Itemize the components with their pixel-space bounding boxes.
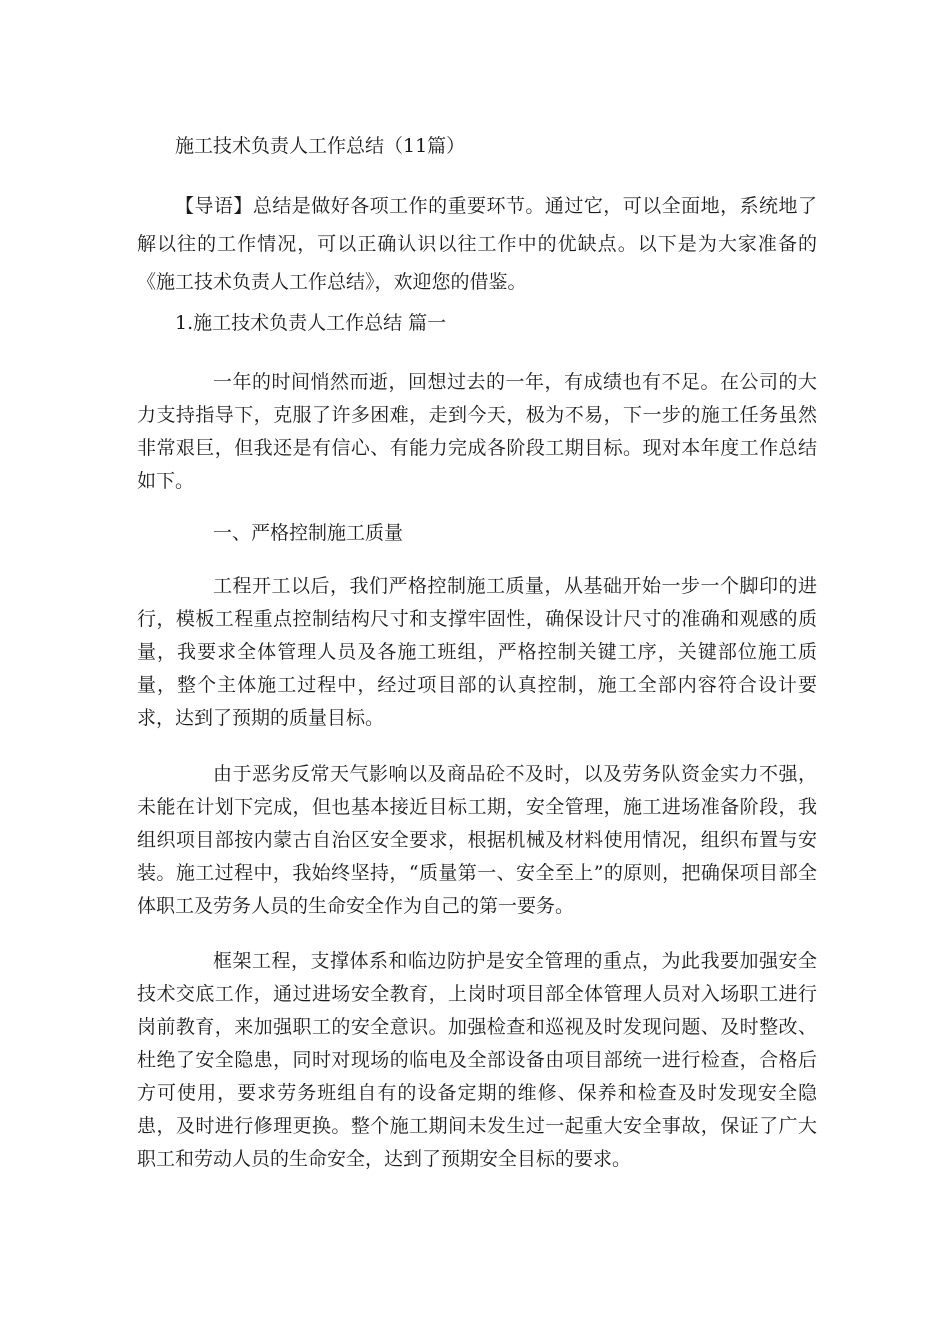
subheading-quality-control: 一、严格控制施工质量 [213, 522, 404, 544]
body-paragraph-3: 由于恶劣反常天气影响以及商品砼不及时，以及劳务队资金实力不强，未能在计划下完成，但也基本接近目标工期，安全管理，施工进场准备阶段，我组织项目部按内蒙古自治区安全要求，根据机械及材料使用情况，组织布置与安装。施工过程中，我始终坚持，“质量第一、安全至上”的原则，把确保项目部全体职工及劳务人员的生命安全作为自己的第一要务。 [137, 763, 817, 917]
body-paragraph-1: 一年的时间悄然而逝，回想过去的一年，有成绩也有不足。在公司的大力支持指导下，克服了许多困难，走到今天，极为不易，下一步的施工任务虽然非常艰巨，但我还是有信心、有能力完成各阶段工期目标。现对本年度工作总结如下。 [137, 371, 817, 492]
section-title: 1.施工技术负责人工作总结 篇一 [175, 312, 447, 334]
body-paragraph-4: 框架工程，支撑体系和临边防护是安全管理的重点，为此我要加强安全技术交底工作，通过进场安全教育，上岗时项目部全体管理人员对入场职工进行岗前教育，来加强职工的安全意识。加强检查和巡视及时发现问题、及时整改、杜绝了安全隐患，同时对现场的临电及全部设备由项目部统一进行检查，合格后方可使用，要求劳务班组自有的设备定期的维修、保养和检查及时发现安全隐患，及时进行修理更换。整个施工期间未发生过一起重大安全事故，保证了广大职工和劳动人员的生命安全，达到了预期安全目标的要求。 [137, 950, 817, 1170]
intro-paragraph: 【导语】总结是做好各项工作的重要环节。通过它，可以全面地，系统地了解以往的工作情况，可以正确认识以往工作中的优缺点。以下是为大家准备的《施工技术负责人工作总结》，欢迎您的借鉴。 [137, 195, 817, 293]
body-paragraph-2: 工程开工以后，我们严格控制施工质量，从基础开始一步一个脚印的进行，模板工程重点控制结构尺寸和支撑牢固性，确保设计尺寸的准确和观感的质量，我要求全体管理人员及各施工班组，严格控制关键工序，关键部位施工质量，整个主体施工过程中，经过项目部的认真控制，施工全部内容符合设计要求，达到了预期的质量目标。 [137, 575, 817, 729]
document-title: 施工技术负责人工作总结（11篇） [175, 135, 466, 157]
